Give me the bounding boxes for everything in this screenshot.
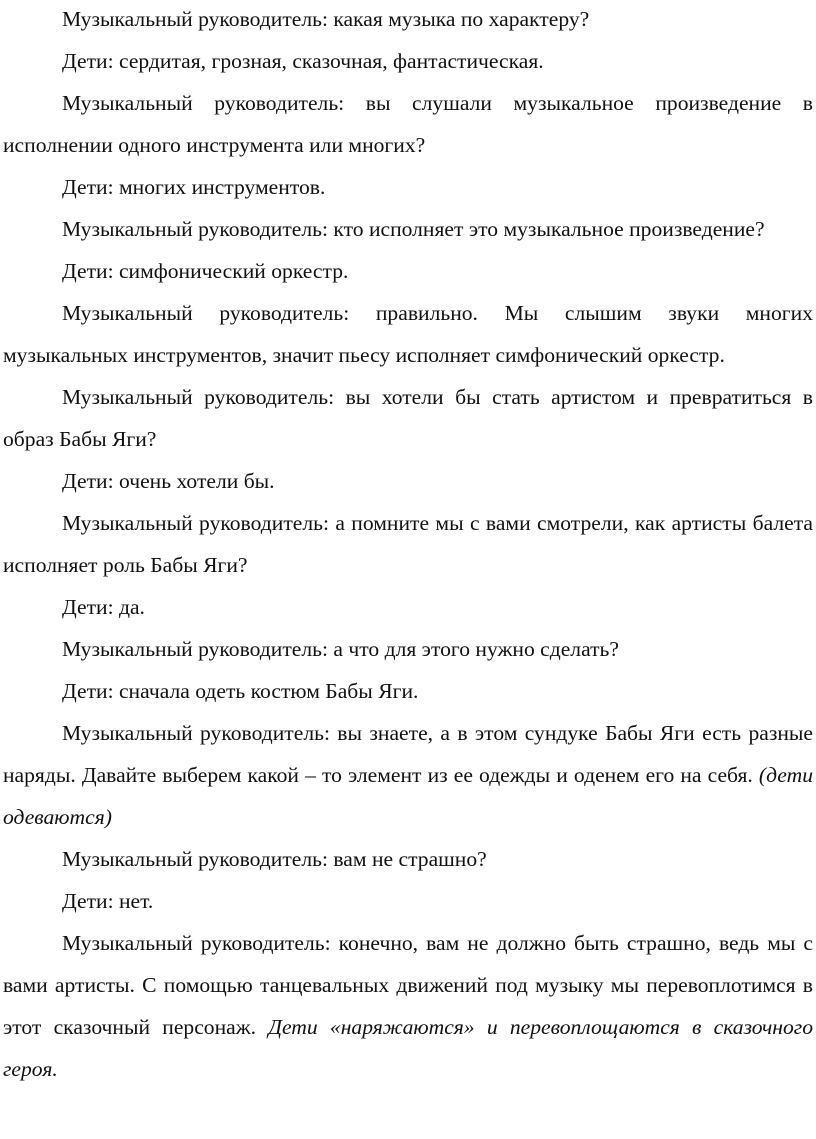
paragraph-text: Музыкальный руководитель: а что для этого нужно сделать?	[62, 637, 619, 661]
paragraph-text: Музыкальный руководитель: какая музыка по характеру?	[62, 7, 590, 31]
paragraph-text: Музыкальный руководитель: конечно, вам не должно быть страшно, ведь мы с вами артисты. С помощью танцевальных движений под музыку мы перевоплотимся в этот сказочный персонаж.	[3, 931, 813, 1039]
paragraph-text: Дети: многих инструментов.	[62, 175, 326, 199]
stage-direction-text: (дети одеваются)	[3, 763, 813, 829]
paragraph-text: Музыкальный руководитель: вы слушали музыкальное произведение в исполнении одного инструмента или многих?	[3, 91, 813, 157]
paragraph-text: Дети: нет.	[62, 889, 154, 913]
dialogue-paragraph	[3, 166, 813, 208]
dialogue-paragraph	[3, 586, 813, 628]
dialogue-paragraph	[3, 460, 813, 502]
paragraph-text: Музыкальный руководитель: вам не страшно?	[62, 847, 487, 871]
paragraph-text: Музыкальный руководитель: кто исполняет это музыкальное произведение?	[62, 217, 765, 241]
paragraph-text: Дети: очень хотели бы.	[62, 469, 275, 493]
dialogue-paragraph	[3, 250, 813, 292]
paragraph-text: Музыкальный руководитель: правильно. Мы слышим звуки многих музыкальных инструментов, значит пьесу исполняет симфонический оркестр.	[3, 301, 813, 367]
dialogue-paragraph	[3, 0, 813, 40]
dialogue-paragraph	[3, 628, 813, 670]
dialogue-paragraph	[3, 376, 813, 460]
dialogue-paragraph	[3, 82, 813, 166]
dialogue-paragraph	[3, 880, 813, 922]
paragraph-text: Дети: да.	[62, 595, 145, 619]
paragraph-text: Музыкальный руководитель: вы хотели бы стать артистом и превратиться в образ Бабы Яги?	[3, 385, 813, 451]
paragraph-text: Музыкальный руководитель: а помните мы с вами смотрели, как артисты балета исполняет роль Бабы Яги?	[3, 511, 813, 577]
paragraph-text: Музыкальный руководитель: вы знаете, а в этом сундуке Бабы Яги есть разные наряды. Давайте выберем какой – то элемент из ее одежды и оденем его на себя.	[3, 721, 813, 787]
stage-direction-text: Дети «наряжаются» и перевоплощаются в сказочного героя.	[3, 1015, 814, 1081]
dialogue-paragraph	[3, 712, 813, 838]
dialogue-paragraph	[3, 40, 813, 82]
paragraph-text: Дети: сердитая, грозная, сказочная, фантастическая.	[62, 49, 544, 73]
dialogue-paragraph	[3, 502, 813, 586]
dialogue-paragraph	[3, 838, 813, 880]
paragraph-text: Дети: симфонический оркестр.	[62, 259, 349, 283]
dialogue-paragraph	[3, 670, 813, 712]
dialogue-paragraph	[3, 208, 813, 250]
dialogue-paragraph	[3, 922, 813, 1090]
dialogue-paragraph	[3, 292, 813, 376]
paragraph-text: Дети: сначала одеть костюм Бабы Яги.	[62, 679, 419, 703]
document-body	[3, 0, 813, 1090]
